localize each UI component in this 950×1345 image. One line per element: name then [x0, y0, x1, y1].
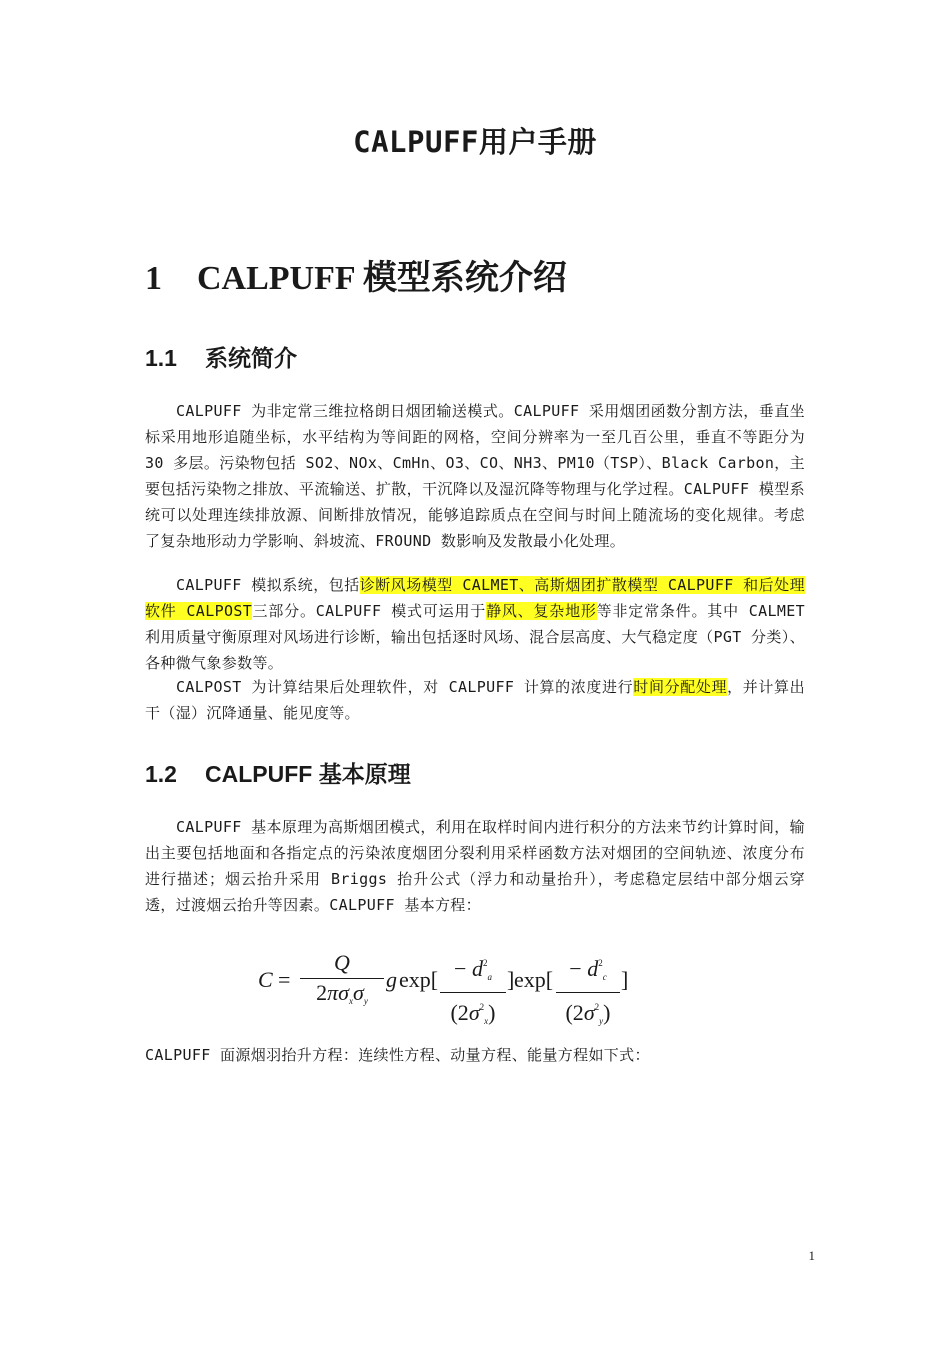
formula-exp-1: exp[ — [399, 967, 439, 992]
fraction-dc — [556, 950, 620, 1035]
formula-lhs: C — [258, 967, 273, 992]
section-heading-1-1 — [145, 340, 297, 373]
formula-exp-2: exp[ — [514, 967, 554, 992]
fraction-numerator: − $d^2_c$ — [556, 950, 620, 993]
paragraph-calpost — [145, 675, 805, 727]
section-number: 1.2 — [145, 761, 177, 787]
highlight-components: 诊断风场模型 CALMET、高斯烟团扩散模型 CALPUFF 和后处理软件 CALPOST — [145, 576, 805, 620]
formula-bracket-1: ] — [507, 967, 515, 992]
highlight-time-allocation: 时间分配处理 — [633, 678, 728, 696]
section-title: 系统简介 — [205, 345, 297, 371]
highlight-conditions: 静风、复杂地形 — [486, 601, 597, 620]
fraction-denominator: $2\pi\sigma_x\sigma_y$ — [316, 980, 368, 1006]
section-heading-1-2 — [145, 756, 411, 789]
paragraph-intro: CALPUFF 为非定常三维拉格朗日烟团输送模式。CALPUFF 采用烟团函数分割方法，垂直坐标采用地形追随坐标，水平结构为等间距的网格，空间分辨率为一至几百公里，垂直不等距分为 30 多层。污染物包括 SO2、NOx、CmHn、O3、CO、NH3、PM10（TSP）、Black Carbon，主要包括污染物之排放、平流输送、扩散，干沉降以及湿沉降等物理与化学过程。CALPUFF 模型系统可以处理连续排放源、间断排放情况，能够追踪质点在空间与时间上随流场的变化规律。考虑了复杂地形动力学影响、斜坡流、FROUND 数影响及发散最小化处理。 — [145, 402, 805, 550]
chapter-heading — [145, 250, 567, 299]
fraction-denominator: $(2\sigma^2_y)$ — [565, 1000, 611, 1026]
calpuff-equation — [258, 945, 678, 1025]
page-number: 1 — [808, 1248, 815, 1263]
text-segment: ，并计算出干（湿）沉降通量、能见度等。 — [145, 678, 805, 722]
text-segment: CALPUFF 模拟系统，包括 — [176, 576, 360, 594]
formula-equals: = — [278, 967, 291, 992]
fraction-q — [300, 950, 384, 1015]
fraction-numerator: Q — [300, 950, 384, 979]
formula-g: g — [386, 967, 397, 992]
fraction-numerator: − $d^2_a$ — [440, 950, 506, 993]
text-segment: 三部分。CALPUFF 模式可运用于 — [252, 601, 487, 620]
chapter-title: CALPUFF 模型系统介绍 — [197, 260, 567, 297]
paragraph-area-source: CALPUFF 面源烟羽抬升方程：连续性方程、动量方程、能量方程如下式： — [145, 1046, 650, 1064]
text-segment: 等非定常条件。其中 CALMET 利用质量守衡原理对风场进行诊断，输出包括逐时风场、混合层高度、大气稳定度（PGT 分类）、各种微气象参数等。 — [145, 601, 805, 672]
paragraph-components — [145, 573, 805, 677]
document-title: CALPUFF用户手册 — [353, 125, 597, 159]
fraction-da — [440, 950, 506, 1035]
text-segment: CALPOST 为计算结果后处理软件，对 CALPUFF 计算的浓度进行 — [176, 678, 634, 696]
fraction-denominator: $(2\sigma^2_x)$ — [450, 1000, 496, 1026]
section-title: CALPUFF 基本原理 — [205, 761, 411, 787]
chapter-number: 1 — [145, 260, 162, 297]
section-number: 1.1 — [145, 345, 177, 371]
formula-bracket-2: ] — [621, 967, 629, 992]
paragraph-principle: CALPUFF 基本原理为高斯烟团模式，利用在取样时间内进行积分的方法来节约计算时间，输出主要包括地面和各指定点的污染浓度烟团分裂利用采样函数方法对烟团的空间轨迹、浓度分布进行描述；烟云抬升采用 Briggs 抬升公式（浮力和动量抬升），考虑稳定层结中部分烟云穿透，过渡烟云抬升等因素。CALPUFF 基本方程： — [145, 818, 805, 914]
